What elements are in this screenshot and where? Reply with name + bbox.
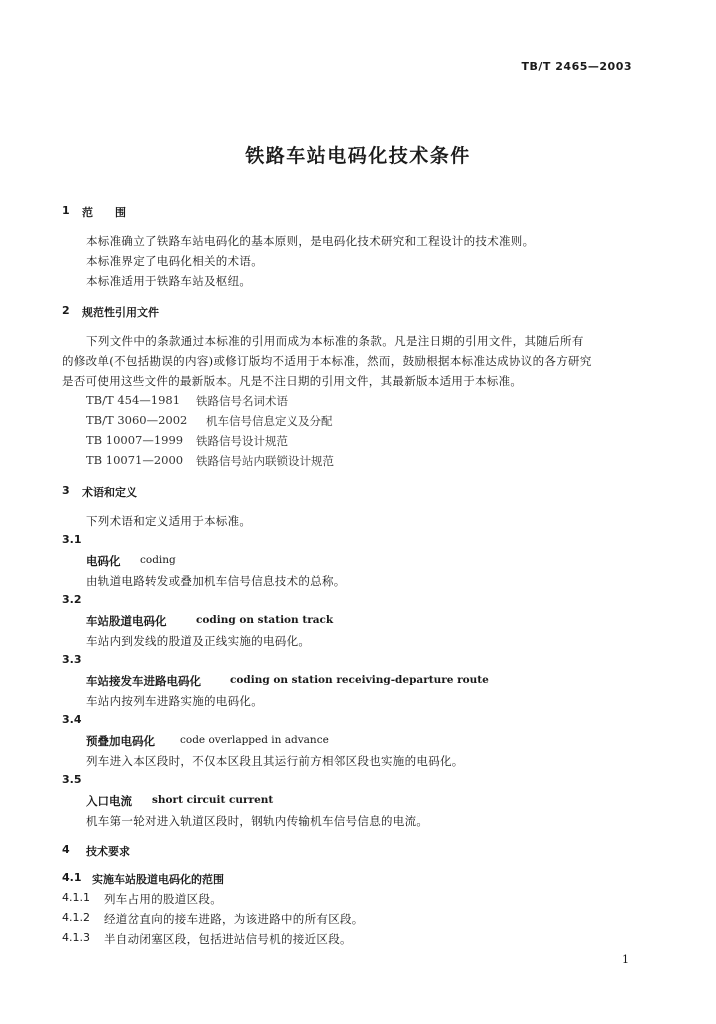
section-4-heading: 技术要求 bbox=[86, 845, 130, 858]
term-number: 3.5 bbox=[62, 773, 82, 786]
term-definition: 列车进入本区段时，不仅本区段且其运行前方相邻区段也实施的电码化。 bbox=[86, 754, 464, 768]
reference-code: TB 10071—2000 bbox=[86, 453, 184, 467]
page-number: 1 bbox=[622, 953, 629, 966]
section-1-para-1: 本标准确立了铁路车站电码化的基本原则，是电码化技术研究和工程设计的技术准则。 bbox=[86, 234, 535, 248]
clause-text: 半自动闭塞区段，包括进站信号机的接近区段。 bbox=[104, 932, 352, 946]
document-title: 铁路车站电码化技术条件 bbox=[245, 145, 471, 167]
term-name: 预叠加电码化 bbox=[86, 734, 155, 748]
section-2-number: 2 bbox=[62, 304, 70, 317]
section-2-para-line-1: 下列文件中的条款通过本标准的引用而成为本标准的条款。凡是注日期的引用文件，其随后所有 bbox=[86, 334, 584, 348]
reference-title: 铁路信号设计规范 bbox=[196, 434, 288, 448]
term-number: 3.3 bbox=[62, 653, 82, 666]
section-2-para-line-3: 是否可使用这些文件的最新版本。凡是不注日期的引用文件，其最新版本适用于本标准。 bbox=[62, 374, 523, 388]
section-3-intro: 下列术语和定义适用于本标准。 bbox=[86, 514, 252, 528]
section-1-heading: 范 围 bbox=[82, 206, 126, 219]
term-english: short circuit current bbox=[152, 794, 274, 806]
section-1-para-2: 本标准界定了电码化相关的术语。 bbox=[86, 254, 263, 268]
term-number: 3.1 bbox=[62, 533, 82, 546]
section-1-number: 1 bbox=[62, 204, 70, 217]
standard-number: TB/T 2465—2003 bbox=[521, 60, 632, 73]
section-3-heading: 术语和定义 bbox=[82, 486, 137, 499]
reference-title: 铁路信号站内联锁设计规范 bbox=[196, 454, 334, 468]
term-name: 车站股道电码化 bbox=[86, 614, 167, 628]
subsection-heading: 实施车站股道电码化的范围 bbox=[92, 873, 224, 886]
term-english: coding bbox=[140, 554, 176, 566]
section-1-para-3: 本标准适用于铁路车站及枢纽。 bbox=[86, 274, 252, 288]
term-name: 电码化 bbox=[86, 554, 121, 568]
term-name: 入口电流 bbox=[86, 794, 132, 808]
term-definition: 车站内按列车进路实施的电码化。 bbox=[86, 694, 263, 708]
section-3-number: 3 bbox=[62, 484, 70, 497]
reference-title: 铁路信号名词术语 bbox=[196, 394, 288, 408]
term-definition: 由轨道电路转发或叠加机车信号信息技术的总称。 bbox=[86, 574, 346, 588]
reference-code: TB/T 3060—2002 bbox=[86, 413, 188, 427]
term-definition: 机车第一轮对进入轨道区段时，钢轨内传输机车信号信息的电流。 bbox=[86, 814, 429, 828]
clause-number: 4.1.3 bbox=[62, 931, 90, 944]
section-2-heading: 规范性引用文件 bbox=[82, 306, 159, 319]
term-name: 车站接发车进路电码化 bbox=[86, 674, 201, 688]
reference-code: TB 10007—1999 bbox=[86, 433, 184, 447]
term-english: coding on station receiving-departure route bbox=[230, 674, 489, 686]
clause-text: 经道岔直向的接车进路，为该进路中的所有区段。 bbox=[104, 912, 364, 926]
section-4-number: 4 bbox=[62, 843, 70, 856]
reference-title: 机车信号信息定义及分配 bbox=[206, 414, 333, 428]
clause-text: 列车占用的股道区段。 bbox=[104, 892, 222, 906]
term-english: coding on station track bbox=[196, 614, 334, 626]
clause-number: 4.1.2 bbox=[62, 911, 90, 924]
term-number: 3.2 bbox=[62, 593, 82, 606]
term-definition: 车站内到发线的股道及正线实施的电码化。 bbox=[86, 634, 311, 648]
subsection-number: 4.1 bbox=[62, 871, 82, 884]
term-number: 3.4 bbox=[62, 713, 82, 726]
clause-number: 4.1.1 bbox=[62, 891, 90, 904]
term-english: code overlapped in advance bbox=[180, 734, 329, 746]
section-2-para-line-2: 的修改单(不包括勘误的内容)或修订版均不适用于本标准，然而，鼓励根据本标准达成协议的各方研究 bbox=[62, 354, 592, 368]
reference-code: TB/T 454—1981 bbox=[86, 393, 181, 407]
